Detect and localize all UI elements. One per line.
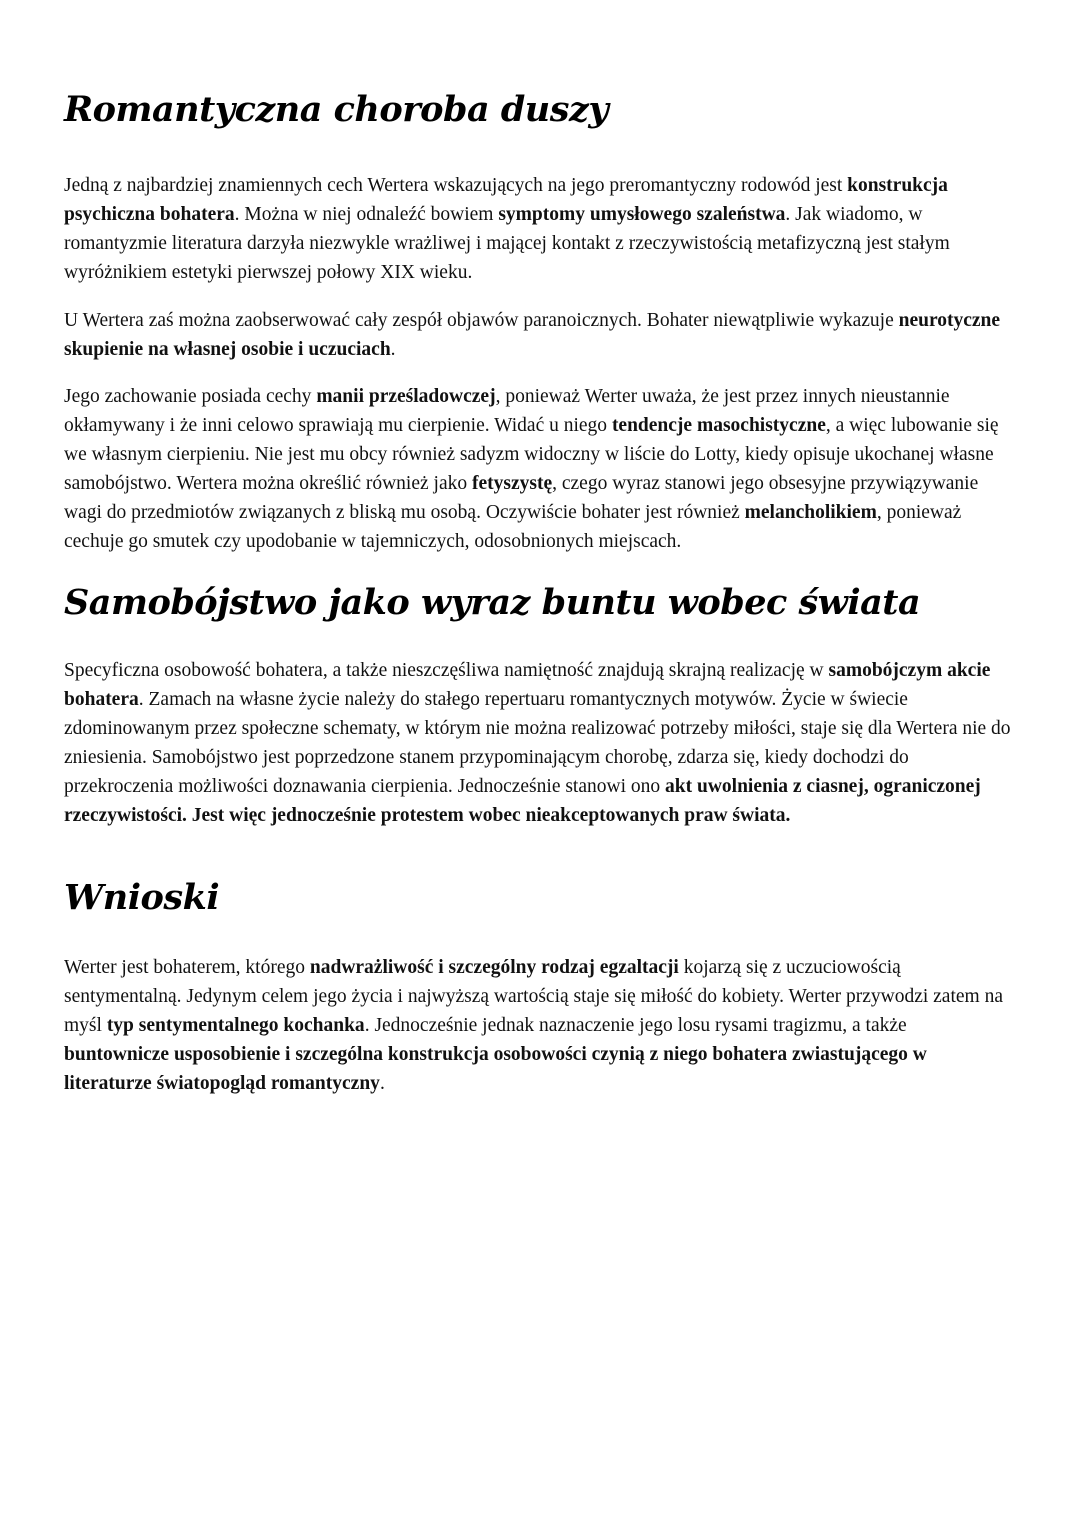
section-heading-romantic-illness: Romantyczna choroba duszy [64,89,609,130]
paragraph-psychic-construction [64,171,1016,287]
text-run: , ponieważ cechuje go smutek czy upodobanie w tajemniczych, odosobnionych miejscach. [64,502,962,552]
bold-phrase: manii prześladowczej [316,386,496,407]
bold-phrase: symptomy umysłowego szaleństwa [498,204,786,225]
text-run: , czego wyraz stanowi jego obsesyjne przywiązywanie wagi do przedmiotów związanych z bliską mu osobą. Oczywiście bohater jest również [64,473,979,523]
text-run: U Wertera zaś można zaobserwować cały zespół objawów paranoicznych. Bohater niewątpliwie wykazuje [64,310,899,331]
text-run: kojarzą się z uczuciowością sentymentalną. Jedynym celem jego życia i najwyższą wartością staje się miłość do kobiety. Werter przywodzi zatem na myśl [64,957,1003,1036]
paragraph-conclusions [64,953,1016,1098]
bold-phrase: konstrukcja psychiczna bohatera [64,175,948,225]
text-run: . Jednocześnie jednak naznaczenie jego losu rysami tragizmu, a także [364,1015,907,1036]
text-run: . [390,339,396,360]
text-run: . [379,1073,385,1094]
bold-phrase: nadwrażliwość i szczególny rodzaj egzaltacji [309,957,679,978]
paragraph-behaviour-traits [64,382,1016,556]
bold-phrase: tendencje masochistyczne [611,415,826,436]
bold-phrase: akt uwolnienia z ciasnej, ograniczonej rzeczywistości. Jest więc jednocześnie protestem wobec nieakceptowanych praw świata. [64,776,981,826]
text-run: Werter jest bohaterem, którego [64,957,310,978]
bold-phrase: typ sentymentalnego kochanka [106,1015,365,1036]
text-run: Jego zachowanie posiada cechy [64,386,317,407]
text-run: . Można w niej odnaleźć bowiem [234,204,499,225]
text-run: , ponieważ Werter uważa, że jest przez innych nieustannie okłamywany i że inni celowo sprawiają mu cierpienie. Widać u niego [64,386,950,436]
text-run: . Jak wiadomo, w romantyzmie literatura darzyła niezwykle wrażliwej i mającej kontakt z rzeczywistością metafizyczną jest stałym wyróżnikiem estetyki pierwszej połowy XIX wieku. [64,204,950,283]
bold-phrase: neurotyczne skupienie na własnej osobie i uczuciach [64,310,1001,360]
paragraph-paranoia [64,306,1016,364]
section-heading-conclusions: Wnioski [64,877,220,918]
document-page [64,80,1016,1098]
bold-phrase: fetyszystę [472,473,553,494]
text-run: . Zamach na własne życie należy do stałego repertuaru romantycznych motywów. Życie w świecie zdominowanym przez społeczne schematy, w którym nie można realizować potrzeby miłości, staje się dla Wertera nie do zniesienia. Samobójstwo jest poprzedzone stanem przypominającym chorobę, zdarza się, kiedy dochodzi do przekroczenia możliwości doznawania cierpienia. Jednocześnie stanowi ono [64,689,1011,797]
bold-phrase: melancholikiem [744,502,877,523]
text-run: , a więc lubowanie się we własnym cierpieniu. Nie jest mu obcy również sadyzm widoczny w liście do Lotty, kiedy opisuje ukochanej własne samobójstwo. Wertera można określić również jako [64,415,999,494]
paragraph-suicide-act [64,656,1016,830]
section-heading-suicide: Samobójstwo jako wyraz buntu wobec świata [64,582,921,623]
text-run: Jedną z najbardziej znamiennych cech Wertera wskazujących na jego preromantyczny rodowód jest [64,175,848,196]
text-run: Specyficzna osobowość bohatera, a także nieszczęśliwa namiętność znajdują skrajną realizację w [64,660,829,681]
bold-phrase: samobójczym akcie bohatera [64,660,991,710]
bold-phrase: buntownicze usposobienie i szczególna konstrukcja osobowości czynią z niego bohatera zwiastującego w literaturze światopogląd romantyczny [64,1044,927,1094]
